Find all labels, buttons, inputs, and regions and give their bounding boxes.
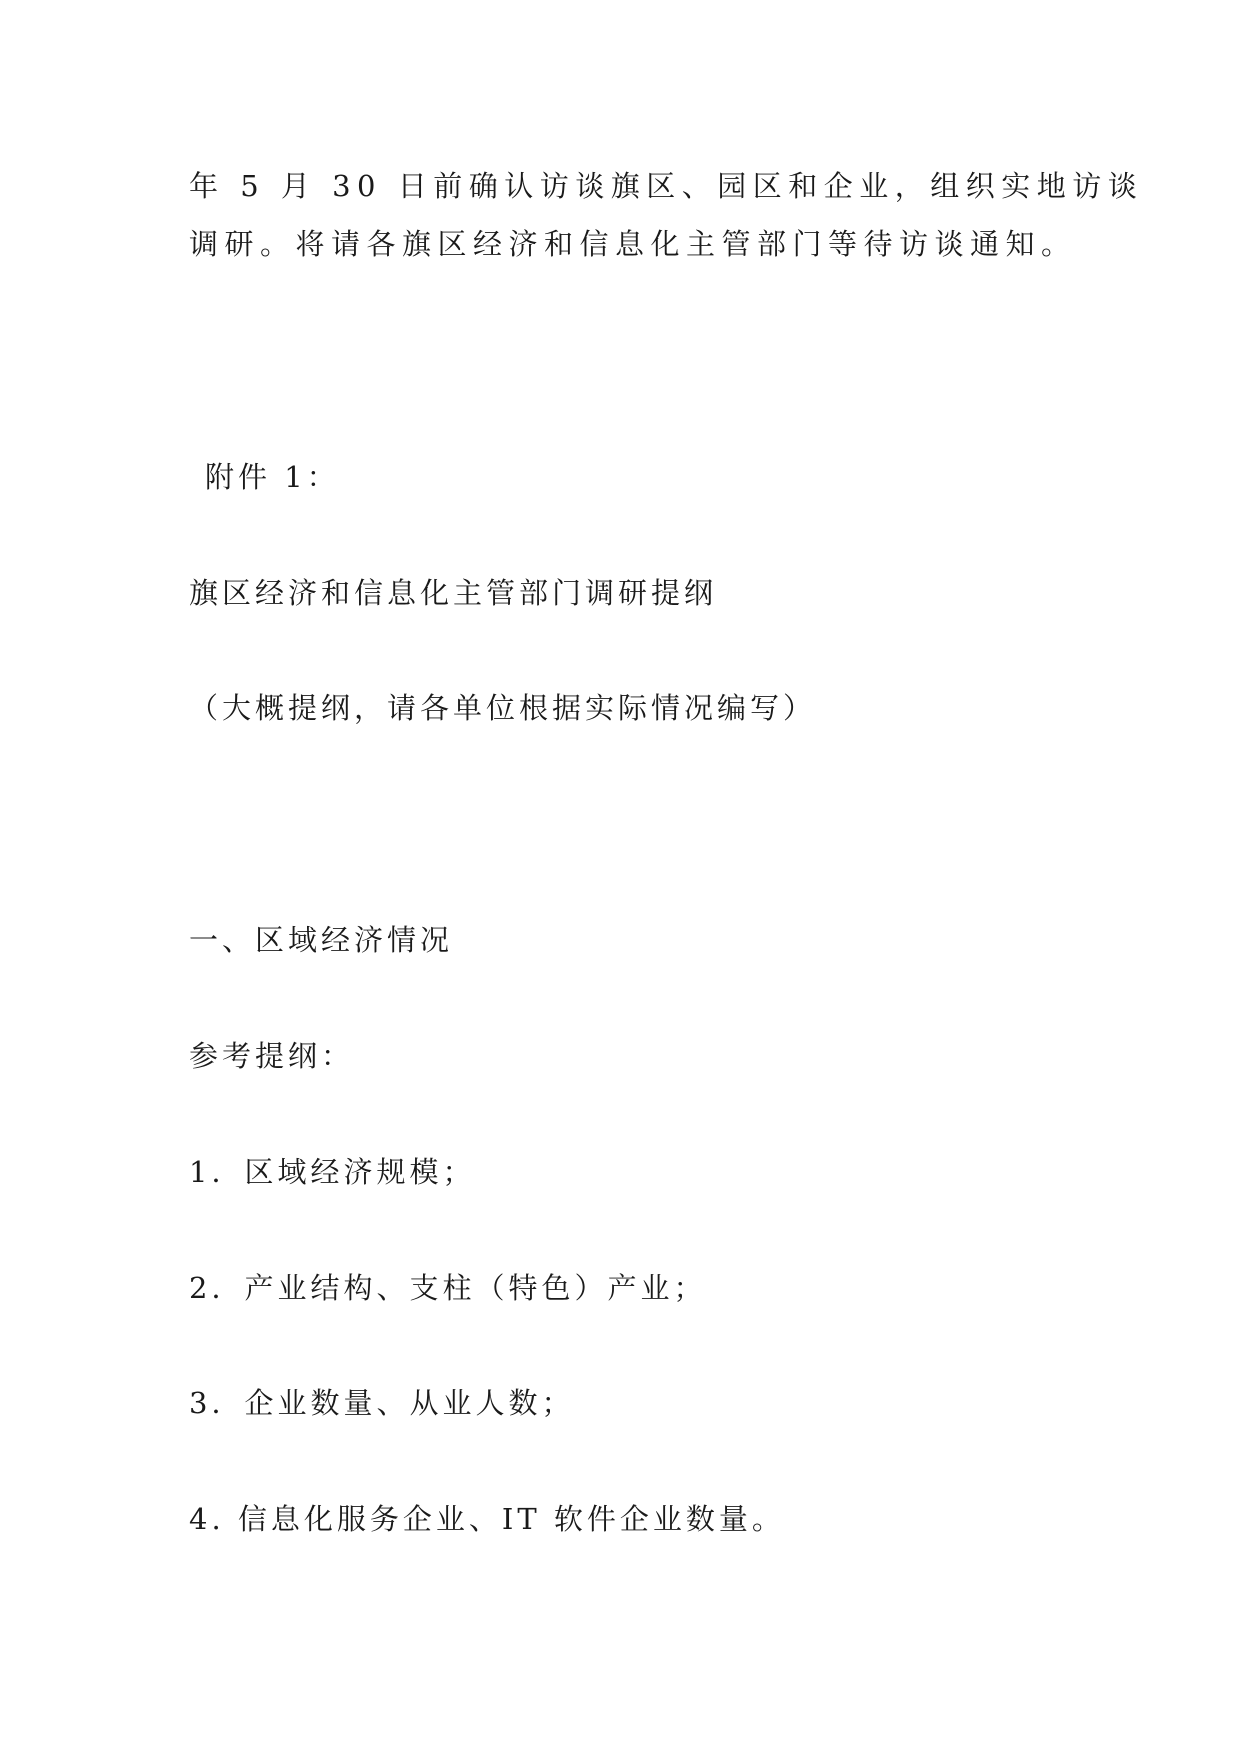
outline-note: （大概提纲，请各单位根据实际情况编写） — [189, 691, 817, 725]
list-item: 1．区域经济规模； — [189, 1155, 476, 1189]
section-heading: 一、区域经济情况 — [189, 923, 454, 957]
list-item: 4. 信息化服务企业、IT 软件企业数量。 — [189, 1502, 785, 1536]
list-item: 3．企业数量、从业人数； — [189, 1386, 575, 1420]
outline-title: 旗区经济和信息化主管部门调研提纲 — [189, 576, 718, 610]
intro-line-1: 年 5 月 30 日前确认访谈旗区、园区和企业，组织实地访谈 — [189, 169, 1144, 203]
intro-line-2: 调研。将请各旗区经济和信息化主管部门等待访谈通知。 — [189, 227, 1077, 261]
list-item: 2．产业结构、支柱（特色）产业； — [189, 1271, 707, 1305]
attachment-label: 附件 1： — [205, 460, 340, 494]
reference-label: 参考提纲： — [189, 1039, 355, 1073]
